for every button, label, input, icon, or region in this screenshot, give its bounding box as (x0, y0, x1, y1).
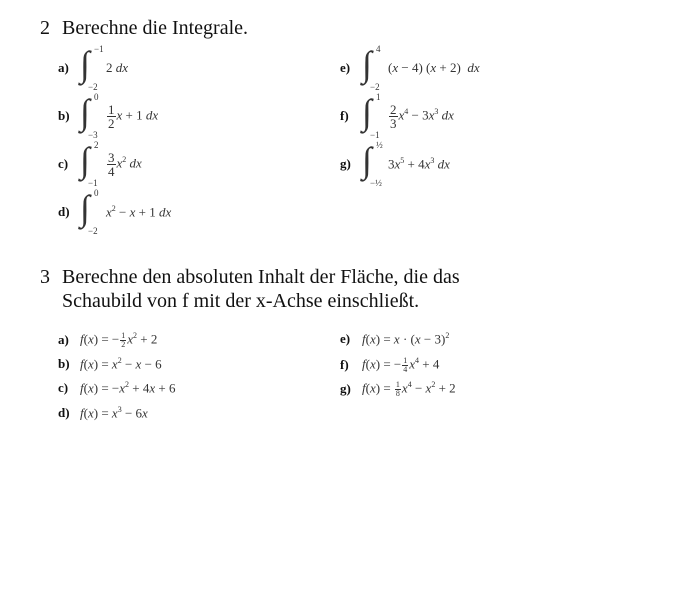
exponent: 2 (122, 154, 127, 164)
integrand (106, 103, 158, 130)
integrand (106, 151, 142, 178)
math-variable: dx (467, 60, 480, 75)
math-variable: x (135, 356, 142, 372)
math-variable: x (393, 331, 400, 347)
math-text: − (411, 380, 426, 396)
math-text: − 4) ( (398, 60, 431, 75)
upper-limit: ½ (376, 140, 383, 150)
math-variable: x (428, 106, 435, 122)
integral-item (58, 94, 158, 138)
math-variable: f (80, 380, 84, 396)
integrand (388, 103, 454, 130)
integral-sign-icon: ∫ (80, 44, 90, 84)
math-variable: x (392, 60, 399, 75)
integral-item (340, 46, 480, 90)
math-variable: x (119, 380, 126, 396)
integral-sign-icon: ∫ (362, 140, 372, 180)
math-variable: f (80, 356, 84, 372)
math-variable: x (111, 356, 118, 372)
item-label: g) (340, 380, 351, 396)
math-text: + 4 (129, 380, 150, 396)
fraction (395, 381, 401, 398)
math-text: ) = (375, 380, 394, 396)
item-label: f) (340, 108, 349, 123)
math-variable: x (424, 156, 431, 172)
math-text: ) = − (375, 356, 402, 372)
math-text: 2 (106, 60, 116, 75)
section-number: 3 (40, 266, 50, 288)
math-text: ) = − (93, 331, 120, 347)
math-variable: x (111, 405, 118, 421)
exponent: 4 (404, 106, 409, 116)
math-text: ( (83, 405, 88, 421)
integral-sign-icon: ∫ (80, 188, 90, 228)
math-text: − (121, 356, 136, 372)
math-variable: f (80, 405, 84, 421)
function-item (340, 331, 449, 347)
math-text: ( (365, 380, 370, 396)
lower-limit: −1 (370, 130, 380, 140)
integrand (106, 60, 128, 76)
integral (362, 142, 388, 186)
exponent: 3 (434, 106, 439, 116)
math-text: ( (365, 356, 370, 372)
integrand (106, 204, 171, 220)
math-variable: dx (441, 106, 454, 122)
math-variable: x (409, 356, 416, 372)
math-text: ( (388, 60, 393, 75)
math-variable: x (414, 331, 421, 347)
function-expression (80, 405, 148, 421)
math-variable: x (106, 204, 112, 220)
denominator: 4 (108, 163, 115, 179)
function-item (58, 380, 176, 396)
lower-limit: −2 (88, 226, 98, 236)
math-variable: x (87, 356, 94, 372)
exponent: 4 (415, 356, 420, 365)
item-label: a) (58, 60, 69, 75)
math-variable: x (425, 380, 432, 396)
upper-limit: 2 (94, 140, 99, 150)
math-variable: x (398, 106, 405, 122)
integral (362, 46, 388, 90)
math-variable: x (369, 331, 376, 347)
math-text: ) = (93, 356, 112, 372)
lower-limit: −3 (88, 130, 98, 140)
exponent: 4 (407, 380, 412, 389)
upper-limit: −1 (94, 44, 104, 54)
math-variable: x (129, 204, 136, 220)
lower-limit: −2 (88, 82, 98, 92)
math-variable: f (362, 380, 366, 396)
section-number: 2 (40, 17, 50, 39)
integral (80, 94, 106, 138)
item-label: b) (58, 356, 70, 372)
lower-limit: −½ (370, 178, 382, 188)
section-title-line-2: Schaubild von f mit der x-Achse einschließt. (62, 290, 420, 312)
section-2-heading (40, 16, 248, 40)
integral-sign-icon: ∫ (80, 140, 90, 180)
math-variable: x (394, 156, 401, 172)
exponent: 5 (400, 155, 405, 165)
exponent: 2 (431, 380, 436, 389)
math-variable: x (116, 106, 123, 122)
function-item (58, 356, 162, 372)
numerator: 1 (121, 330, 126, 340)
math-variable: x (401, 380, 408, 396)
integral-item (340, 142, 450, 186)
item-label: e) (340, 60, 351, 75)
integral (80, 190, 106, 234)
math-text: ( (83, 331, 88, 347)
integral-sign-icon: ∫ (362, 92, 372, 132)
math-text: + 4 (404, 156, 425, 172)
upper-limit: 1 (376, 92, 381, 102)
math-variable: x (87, 405, 94, 421)
math-text: ) = (93, 405, 112, 421)
upper-limit: 4 (376, 44, 381, 54)
fraction (107, 151, 116, 178)
math-variable: dx (115, 60, 129, 75)
upper-limit: 0 (94, 188, 99, 198)
function-item (340, 380, 456, 398)
math-text: ) = − (93, 380, 120, 396)
math-text: − (115, 204, 130, 220)
function-expression (362, 380, 456, 398)
item-label: g) (340, 156, 351, 171)
math-text: + 1 (122, 106, 146, 122)
numerator: 1 (395, 379, 400, 389)
exponent: 3 (430, 155, 435, 165)
integral (362, 94, 388, 138)
upper-limit: 0 (94, 92, 99, 102)
function-item (58, 405, 148, 421)
math-variable: x (430, 60, 437, 75)
item-label: b) (58, 108, 70, 123)
fraction (389, 103, 398, 130)
exponent: 3 (117, 405, 122, 414)
math-variable: x (149, 380, 156, 396)
item-label: d) (58, 405, 70, 421)
integrand (388, 60, 480, 76)
math-variable: f (362, 356, 366, 372)
exponent: 2 (111, 203, 116, 213)
math-text: + 2) (436, 60, 468, 75)
math-text: ( (365, 331, 370, 347)
math-variable: x (369, 380, 376, 396)
fraction (120, 332, 126, 349)
math-variable: dx (159, 204, 172, 220)
math-text: 3 (388, 156, 395, 172)
denominator: 8 (395, 388, 400, 398)
math-text: − 3) (420, 331, 446, 347)
function-expression (362, 331, 449, 347)
exponent: 2 (133, 331, 138, 340)
numerator: 1 (108, 101, 115, 117)
exponent: 2 (117, 356, 122, 365)
math-text: + 2 (137, 331, 158, 347)
denominator: 2 (121, 339, 126, 349)
math-text: − 3 (408, 106, 429, 122)
numerator: 3 (108, 149, 115, 165)
denominator: 4 (403, 364, 408, 374)
section-title-line-1: Berechne den absoluten Inhalt der Fläche, die das (62, 266, 460, 288)
integral-sign-icon: ∫ (80, 92, 90, 132)
integral-sign-icon: ∫ (362, 44, 372, 84)
item-label: a) (58, 331, 69, 347)
numerator: 1 (403, 355, 408, 365)
math-text: − 6 (141, 356, 162, 372)
math-text: + 6 (155, 380, 176, 396)
math-variable: f (80, 331, 84, 347)
integrand (388, 156, 450, 172)
function-item (340, 356, 439, 374)
function-expression (80, 380, 176, 396)
function-item (58, 331, 157, 349)
numerator: 2 (390, 101, 397, 117)
math-text: + 4 (419, 356, 440, 372)
math-text: + 2 (435, 380, 456, 396)
item-label: f) (340, 356, 349, 372)
lower-limit: −2 (370, 82, 380, 92)
section-title: Berechne die Integrale. (62, 17, 249, 39)
math-variable: dx (145, 106, 159, 122)
math-variable: x (142, 405, 148, 421)
fraction (402, 357, 408, 374)
denominator: 2 (108, 115, 115, 131)
item-label: e) (340, 331, 351, 347)
math-text: − 6 (121, 405, 143, 421)
section-3-heading (40, 265, 460, 313)
function-expression (80, 356, 162, 372)
integral (80, 142, 106, 186)
lower-limit: −1 (88, 178, 98, 188)
exponent: 2 (445, 331, 450, 340)
item-label: c) (58, 156, 69, 171)
integral-item (340, 94, 454, 138)
math-variable: x (369, 356, 376, 372)
math-variable: x (87, 380, 94, 396)
integral-item (58, 142, 142, 186)
math-variable: x (87, 331, 94, 347)
math-variable: f (362, 331, 366, 347)
math-text: + 1 (135, 204, 159, 220)
fraction (107, 103, 116, 130)
math-variable: x (116, 154, 123, 170)
exponent: 2 (125, 380, 130, 389)
math-variable: dx (129, 154, 142, 170)
math-text: ( (83, 356, 88, 372)
function-expression (80, 331, 157, 349)
integral (80, 46, 106, 90)
math-text: ( (83, 380, 88, 396)
math-variable: x (127, 331, 134, 347)
math-text: · ( (399, 331, 415, 347)
math-variable: dx (437, 156, 450, 172)
integral-item (58, 190, 171, 234)
item-label: c) (58, 380, 69, 396)
math-text: ) = (375, 331, 394, 347)
function-expression (362, 356, 439, 374)
integral-item (58, 46, 128, 90)
item-label: d) (58, 204, 70, 219)
denominator: 3 (390, 115, 397, 131)
